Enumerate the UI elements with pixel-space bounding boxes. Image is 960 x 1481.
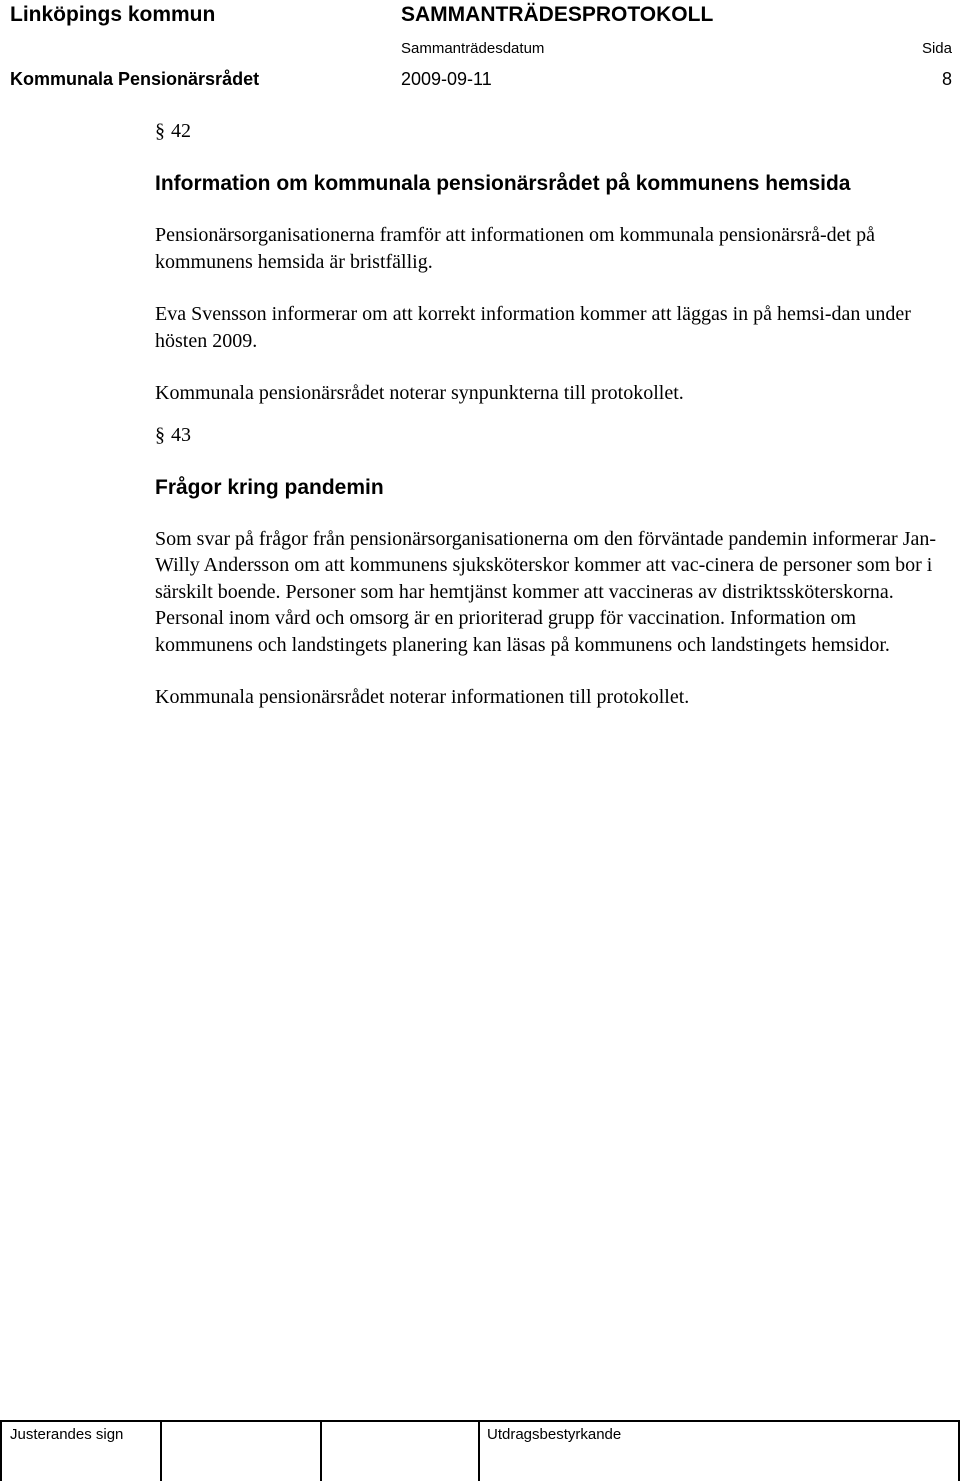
footer-divider-3 — [478, 1420, 480, 1481]
footer-divider-2 — [320, 1420, 322, 1481]
council-name: Kommunala Pensionärsrådet — [10, 69, 260, 89]
section-43-heading: Frågor kring pandemin — [155, 475, 384, 499]
section-42-heading: Information om kommunala pensionärsrådet på kommunens hemsida — [155, 172, 851, 195]
section-43-paragraph-2: Kommunala pensionärsrådet noterar informationen till protokollet. — [155, 686, 690, 708]
page-number: 8 — [941, 69, 952, 89]
section-symbol: § — [155, 120, 165, 142]
page-label: Sida — [921, 40, 952, 57]
section-number: 42 — [171, 120, 191, 142]
footer-divider-left — [0, 1420, 2, 1481]
section-42-paragraph-2: Eva Svensson informerar om att korrekt information kommer att läggas in på hemsi-dan under hösten 2009. — [155, 303, 911, 352]
section-42-paragraph-1: Pensionärsorganisationerna framför att informationen om kommunala pensionärsrå-det på kommunens hemsida är bristfällig. — [155, 224, 875, 273]
document-body — [155, 117, 955, 737]
meeting-date-label: Sammanträdesdatum — [401, 40, 545, 57]
section-43-number — [155, 421, 955, 449]
meeting-date: 2009-09-11 — [401, 69, 492, 89]
section-42-number — [155, 117, 955, 145]
organization-name: Linköpings kommun — [10, 3, 216, 26]
section-symbol: § — [155, 423, 165, 446]
section-42-paragraph-3: Kommunala pensionärsrådet noterar synpunkterna till protokollet. — [155, 382, 684, 404]
footer-top-rule — [0, 1420, 960, 1422]
footer-divider-1 — [160, 1420, 162, 1481]
signature-footer — [0, 1420, 960, 1481]
document-type: SAMMANTRÄDESPROTOKOLL — [401, 3, 714, 26]
extract-certification-label: Utdragsbestyrkande — [487, 1426, 622, 1443]
adjusters-signature-label: Justerandes sign — [10, 1426, 124, 1443]
section-number: 43 — [171, 423, 191, 446]
section-43-paragraph-1: Som svar på frågor från pensionärsorganisationerna om den förväntade pandemin informerar Jan-Willy Andersson om att kommunens sjuksköterskor kommer att vac-cinera de personer som bor i särskilt boende. Personer som har hemtjänst kommer att vaccineras av distriktssköterskorna. Personal inom vård och omsorg är en prioriterad grupp för vaccination. Information om kommunens och landstingets planering kan läsas på kommunens och landstingets hemsidor. — [155, 527, 937, 656]
